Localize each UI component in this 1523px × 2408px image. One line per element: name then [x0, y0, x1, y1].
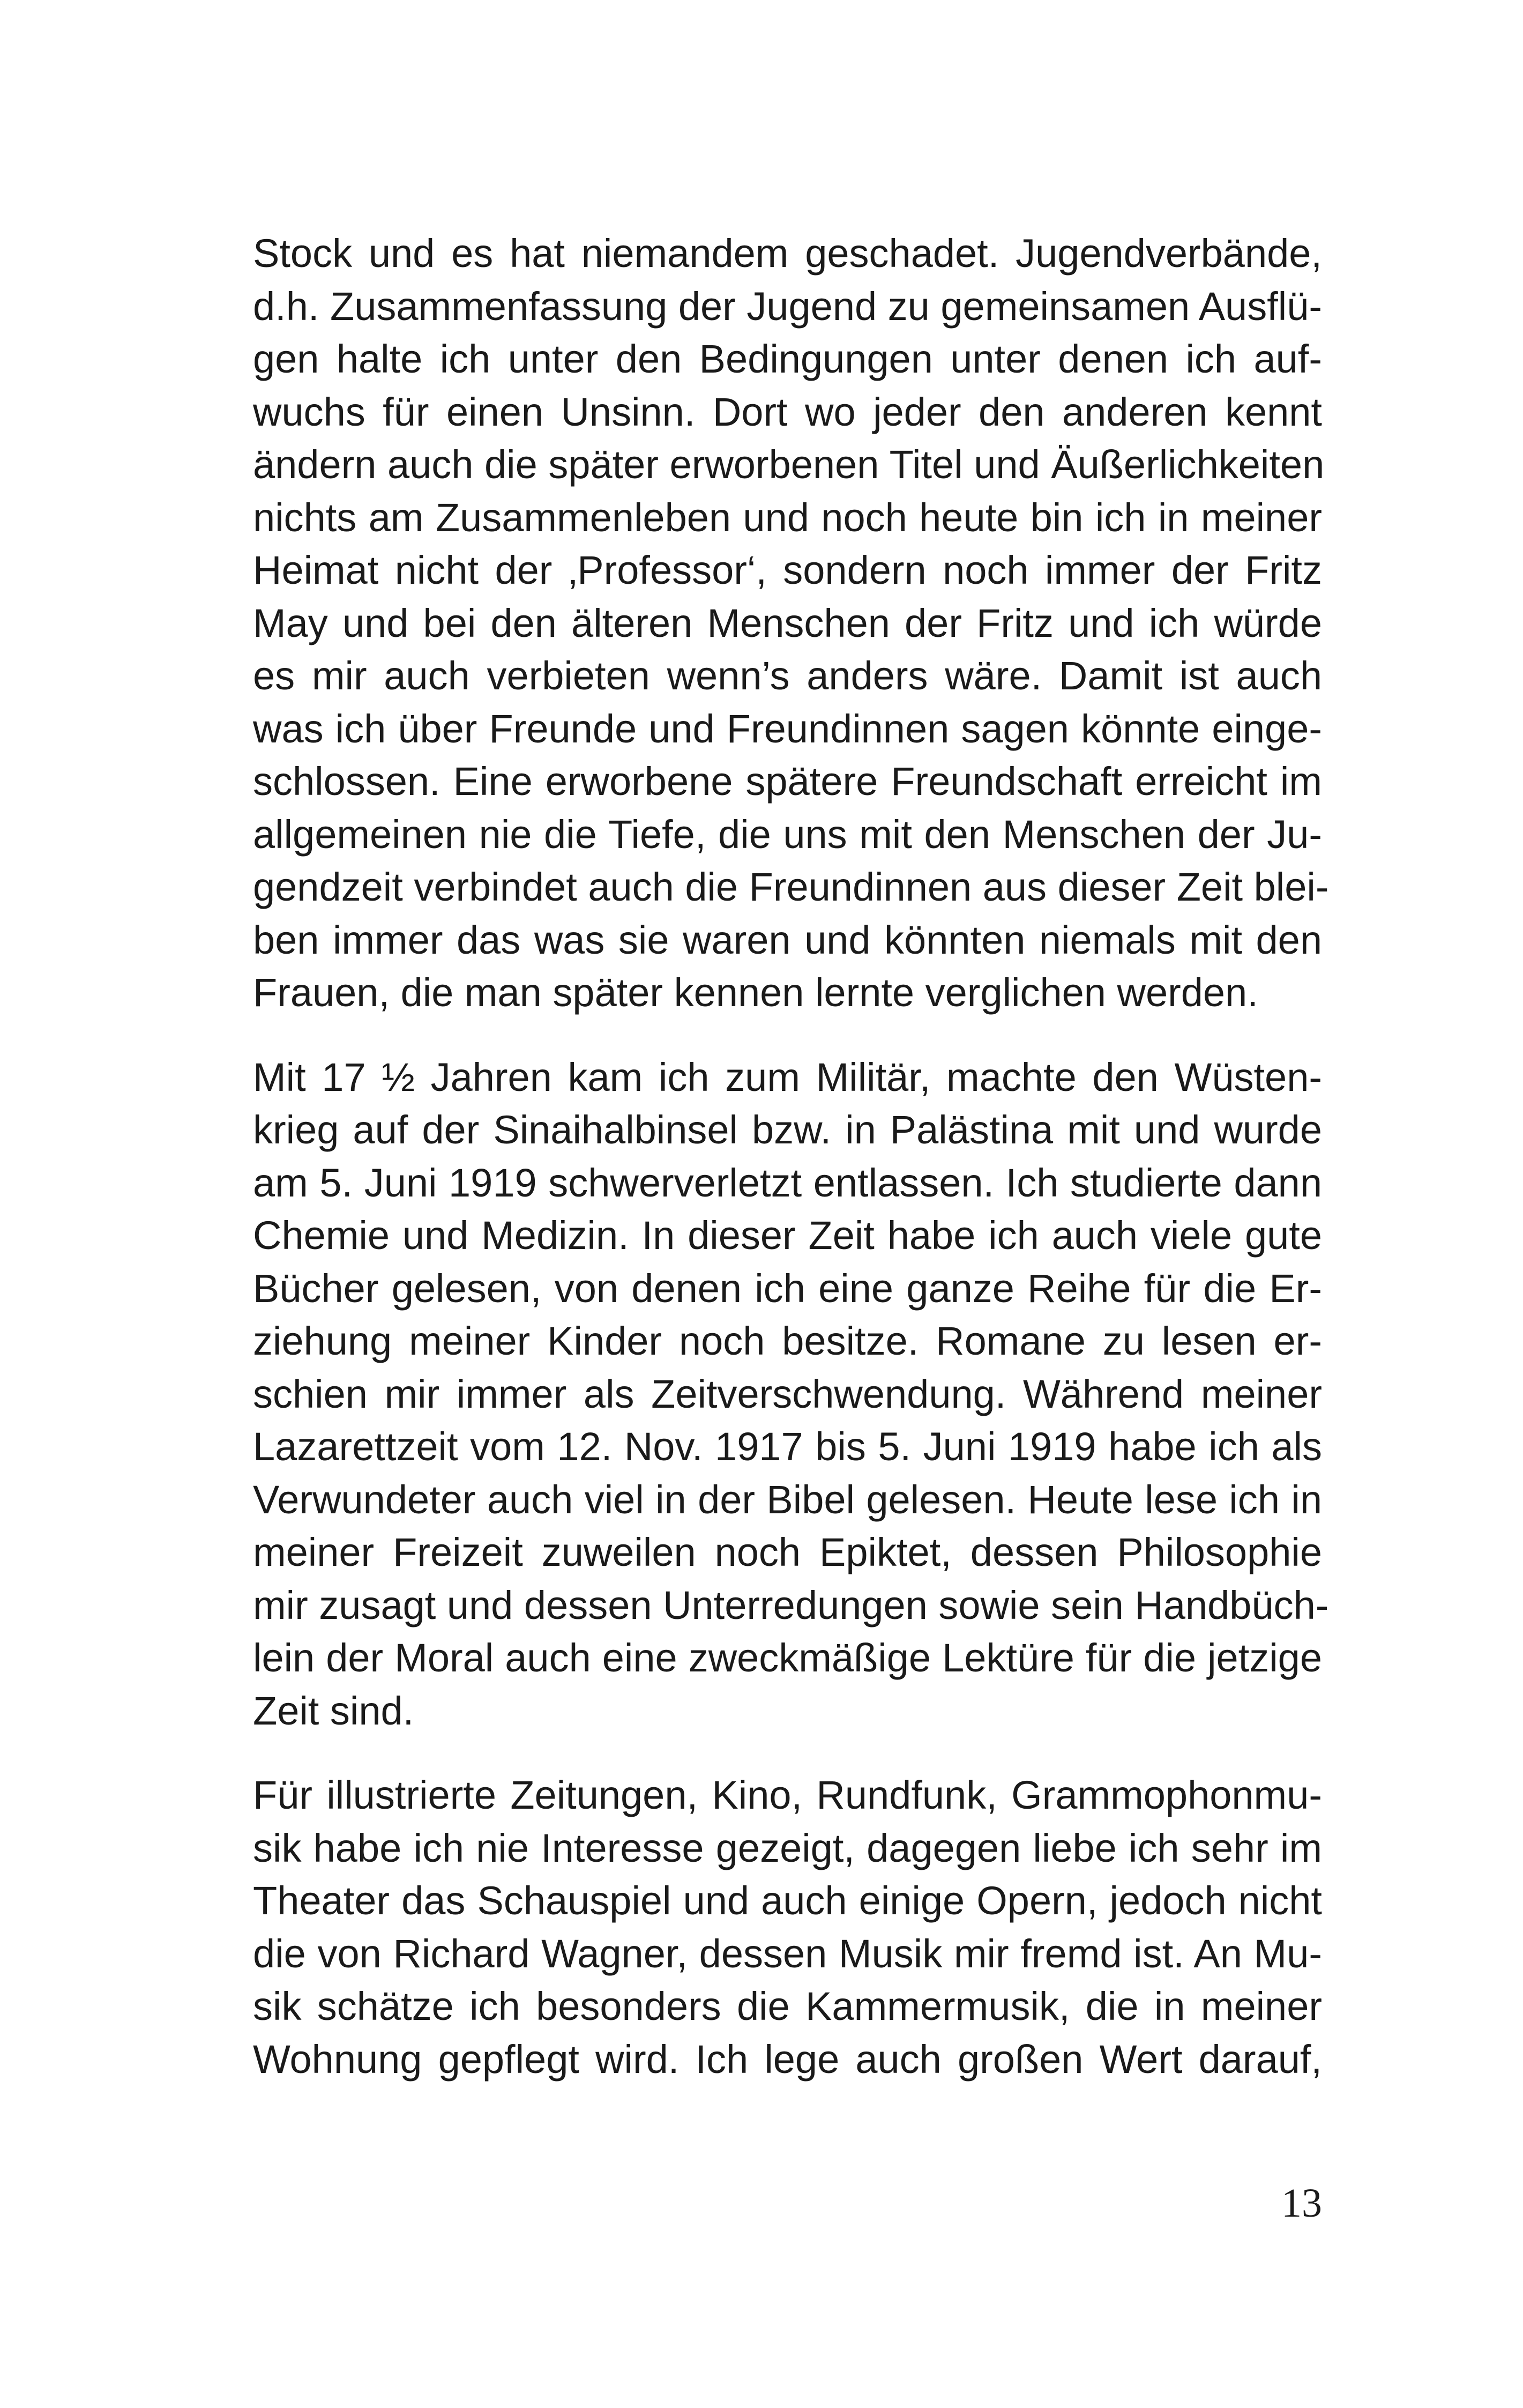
text-line: Für illustrierte Zeitungen, Kino, Rundfunk, Grammophonmu-	[253, 1773, 1322, 1817]
text-line: es mir auch verbieten wenn’s anders wäre. Damit ist auch	[253, 653, 1322, 698]
paragraph-1	[253, 227, 1329, 1020]
text-line: was ich über Freunde und Freundinnen sagen könnte einge-	[253, 706, 1322, 751]
paragraph-3	[253, 1769, 1322, 2086]
text-line: sik habe ich nie Interesse gezeigt, dagegen liebe ich sehr im	[253, 1825, 1322, 1870]
text-line: Chemie und Medizin. In dieser Zeit habe ich auch viele gute	[253, 1213, 1322, 1258]
text-line: mir zusagt und dessen Unterredungen sowie sein Handbüch-	[253, 1582, 1329, 1627]
text-line: May und bei den älteren Menschen der Fritz und ich würde	[253, 600, 1322, 645]
page-number: 13	[1281, 2181, 1322, 2226]
text-line: sik schätze ich besonders die Kammermusik, die in meiner	[253, 1984, 1322, 2028]
text-line: Verwundeter auch viel in der Bibel gelesen. Heute lese ich in	[253, 1477, 1322, 1522]
text-line: wuchs für einen Unsinn. Dort wo jeder den anderen kennt	[253, 389, 1322, 434]
text-line: schlossen. Eine erworbene spätere Freundschaft erreicht im	[253, 759, 1322, 804]
text-line: nichts am Zusammenleben und noch heute bin ich in meiner	[253, 495, 1322, 540]
text-line: schien mir immer als Zeitverschwendung. Während meiner	[253, 1371, 1322, 1416]
text-line: allgemeinen nie die Tiefe, die uns mit den Menschen der Ju-	[253, 812, 1322, 857]
text-line: d.h. Zusammenfassung der Jugend zu gemeinsamen Ausflü-	[253, 284, 1323, 329]
paragraph-spacer	[253, 1737, 1322, 1769]
text-line: die von Richard Wagner, dessen Musik mir fremd ist. An Mu-	[253, 1931, 1322, 1976]
text-line: gendzeit verbindet auch die Freundinnen aus dieser Zeit blei-	[253, 865, 1329, 909]
text-line: Wohnung gepflegt wird. Ich lege auch großen Wert darauf,	[253, 2037, 1322, 2082]
text-line: Bücher gelesen, von denen ich eine ganze Reihe für die Er-	[253, 1266, 1322, 1311]
text-line: Stock und es hat niemandem geschadet. Jugendverbände,	[253, 231, 1322, 276]
text-line: krieg auf der Sinaihalbinsel bzw. in Palästina mit und wurde	[253, 1108, 1322, 1152]
body-text	[253, 227, 1329, 2086]
text-line: Lazarettzeit vom 12. Nov. 1917 bis 5. Juni 1919 habe ich als	[253, 1424, 1322, 1469]
text-line: am 5. Juni 1919 schwerverletzt entlassen. Ich studierte dann	[253, 1160, 1322, 1205]
text-line: Mit 17 ½ Jahren kam ich zum Militär, machte den Wüsten-	[253, 1054, 1322, 1099]
text-line: ändern auch die später erworbenen Titel und Äußerlichkeiten	[253, 442, 1325, 487]
text-line: Heimat nicht der ‚Professor‘, sondern noch immer der Fritz	[253, 548, 1322, 592]
text-line: lein der Moral auch eine zweckmäßige Lektüre für die jetzige	[253, 1636, 1322, 1680]
text-line: Zeit sind.	[253, 1688, 414, 1733]
text-line: Theater das Schauspiel und auch einige Opern, jedoch nicht	[253, 1878, 1322, 1923]
paragraph-spacer	[253, 1020, 1322, 1051]
text-line: gen halte ich unter den Bedingungen unter denen ich auf-	[253, 337, 1322, 381]
text-line: Frauen, die man später kennen lernte verglichen werden.	[253, 970, 1258, 1015]
paragraph-2	[253, 1051, 1329, 1738]
text-line: ziehung meiner Kinder noch besitze. Romane zu lesen er-	[253, 1319, 1322, 1363]
text-line: meiner Freizeit zuweilen noch Epiktet, dessen Philosophie	[253, 1530, 1322, 1574]
text-line: ben immer das was sie waren und könnten niemals mit den	[253, 917, 1322, 962]
